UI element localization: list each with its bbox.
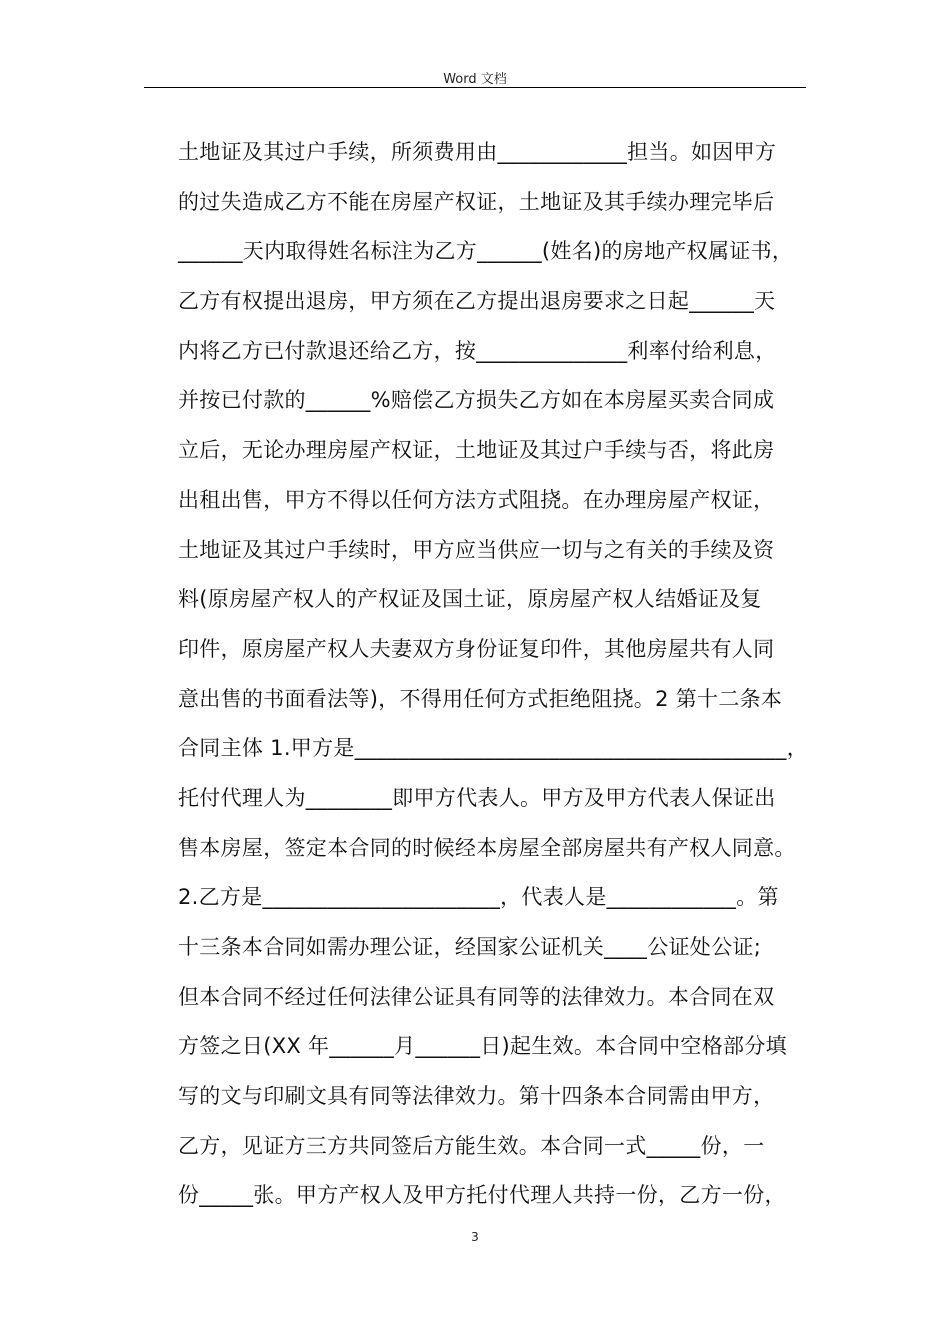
body-line: 立后，无论办理房屋产权证，土地证及其过户手续与否，将此房 xyxy=(178,438,775,463)
body-line: 写的文与印刷文具有同等法律效力。第十四条本合同需由甲方， xyxy=(178,1084,775,1109)
body-line: 土地证及其过户手续，所须费用由____________担当。如因甲方 xyxy=(178,140,777,164)
body-line: 意出售的书面看法等)，不得用任何方式拒绝阻挠。2 第十二条本 xyxy=(178,686,783,711)
body-line: 的过失造成乙方不能在房屋产权证，土地证及其手续办理完毕后 xyxy=(178,189,775,214)
document-body xyxy=(178,128,818,1221)
header-rule xyxy=(144,87,806,88)
body-line: 印件，原房屋产权人夫妻双方身份证复印件，其他房屋共有人同 xyxy=(178,636,775,661)
body-line: 份_____张。甲方产权人及甲方托付代理人共持一份，乙方一份， xyxy=(178,1183,786,1208)
body-line: 2.乙方是______________________，代表人是____________。第 xyxy=(178,885,779,910)
body-line: 乙方，见证方三方共同签后方能生效。本合同一式_____份，一 xyxy=(178,1133,765,1158)
body-line: 并按已付款的______%赔偿乙方损失乙方如在本房屋买卖合同成 xyxy=(178,388,775,413)
body-line: 内将乙方已付款退还给乙方，按______________利率付给利息， xyxy=(178,338,777,363)
body-line: 托付代理人为________即甲方代表人。甲方及甲方代表人保证出 xyxy=(178,785,776,810)
body-line: 售本房屋，签定本合同的时候经本房屋全部房屋共有产权人同意。 xyxy=(178,835,796,860)
body-line: 合同主体 1.甲方是________________________________________， xyxy=(178,736,809,761)
body-line: 但本合同不经过任何法律公证具有同等的法律效力。本合同在双 xyxy=(178,984,775,1009)
body-line: 土地证及其过户手续时，甲方应当供应一切与之有关的手续及资 xyxy=(178,537,775,562)
page-header: Word 文档 xyxy=(443,72,507,87)
body-line: 方签之日(XX 年______月______日)起生效。本合同中空格部分填 xyxy=(178,1034,787,1059)
body-line: 乙方有权提出退房，甲方须在乙方提出退房要求之日起______天 xyxy=(178,289,776,314)
body-line: 十三条本合同如需办理公证，经国家公证机关____公证处公证; xyxy=(178,935,762,959)
body-line: 料(原房屋产权人的产权证及国土证，原房屋产权人结婚证及复 xyxy=(178,587,762,612)
body-line: 出租出售，甲方不得以任何方法方式阻挠。在办理房屋产权证， xyxy=(178,487,775,512)
page-number: 3 xyxy=(471,1230,479,1244)
body-line: ______天内取得姓名标注为乙方______(姓名)的房地产权属证书， xyxy=(178,239,794,264)
